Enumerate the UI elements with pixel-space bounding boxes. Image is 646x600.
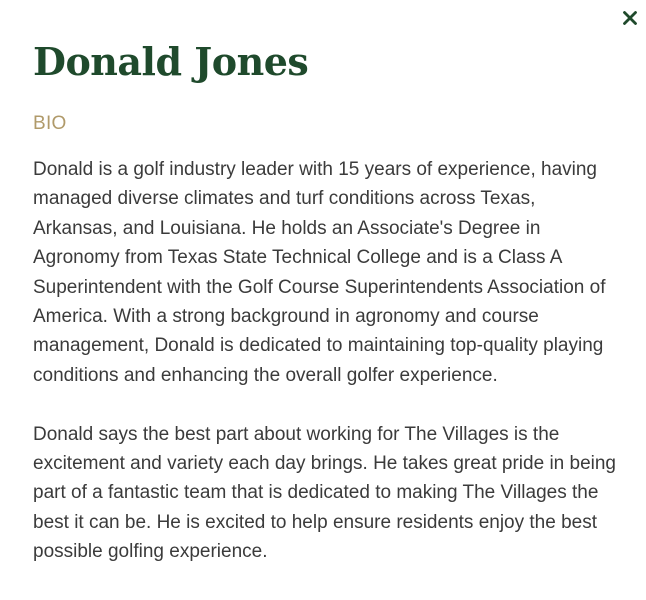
close-button[interactable] <box>618 6 642 30</box>
close-icon[interactable] <box>622 10 638 26</box>
profile-name: Donald Jones <box>33 39 309 84</box>
bio-paragraph: Donald is a golf industry leader with 15 years of experience, having managed diverse climates and turf conditions across Texas, Arkansas, and Louisiana. He holds an Associate's Degree in Agronomy from Texas State Technical College and is a Class A Superintendent with the Golf Course Superintendents Association of America. With a strong background in agronomy and course management, Donald is dedicated to maintaining top-quality playing conditions and enhancing the overall golfer experience. <box>33 159 606 386</box>
bio-text <box>33 155 623 596</box>
bio-paragraph: Donald says the best part about working for The Villages is the excitement and variety each day brings. He takes great pride in being part of a fantastic team that is dedicated to making The Villages the best it can be. He is excited to help ensure residents enjoy the best possible golfing experience. <box>33 423 616 563</box>
bio-section-label: BIO <box>33 113 67 134</box>
